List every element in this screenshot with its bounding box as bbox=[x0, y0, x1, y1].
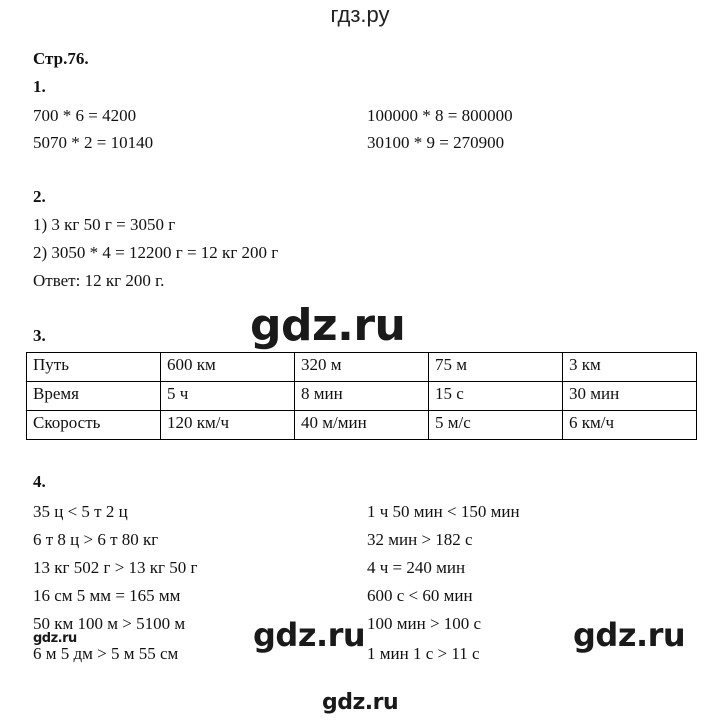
task-4-right-line: 600 с < 60 мин bbox=[367, 586, 473, 605]
table-cell: 8 мин bbox=[295, 382, 429, 411]
table-cell: Скорость bbox=[27, 411, 161, 440]
task-1-number: 1. bbox=[33, 77, 46, 96]
task-4-number: 4. bbox=[33, 472, 46, 491]
task-3-number: 3. bbox=[33, 326, 46, 345]
table-cell: 120 км/ч bbox=[161, 411, 295, 440]
task-4-right-line: 4 ч = 240 мин bbox=[367, 558, 466, 577]
task-4-left-line: 16 см 5 мм = 165 мм bbox=[33, 586, 181, 605]
task-1-left-line: 700 * 6 = 4200 bbox=[33, 106, 137, 125]
table-cell: 6 км/ч bbox=[563, 411, 697, 440]
watermark: gdz.ru bbox=[322, 690, 399, 715]
watermark: gdz.ru bbox=[33, 631, 77, 646]
table-row bbox=[27, 382, 697, 411]
task-2-line: 2) 3050 * 4 = 12200 г = 12 кг 200 г bbox=[33, 243, 279, 262]
table-cell: 600 км bbox=[161, 353, 295, 382]
task-2-answer: Ответ: 12 кг 200 г. bbox=[33, 271, 165, 290]
page-heading: Стр.76. bbox=[33, 49, 89, 68]
task-4-left-line: 6 т 8 ц > 6 т 80 кг bbox=[33, 530, 159, 549]
watermark: gdz.ru bbox=[573, 616, 686, 654]
task-4-right-line: 1 ч 50 мин < 150 мин bbox=[367, 502, 520, 521]
speed-table bbox=[26, 352, 697, 440]
table-cell: 40 м/мин bbox=[295, 411, 429, 440]
task-4-right-line: 1 мин 1 с > 11 с bbox=[367, 644, 480, 663]
site-title: гдз.ру bbox=[330, 2, 390, 27]
table-cell: Путь bbox=[27, 353, 161, 382]
task-4-left-line: 6 м 5 дм > 5 м 55 см bbox=[33, 644, 179, 663]
task-1-right-line: 100000 * 8 = 800000 bbox=[367, 106, 513, 125]
table-cell: 5 ч bbox=[161, 382, 295, 411]
table-cell: 3 км bbox=[563, 353, 697, 382]
table-cell: Время bbox=[27, 382, 161, 411]
task-1-left-line: 5070 * 2 = 10140 bbox=[33, 133, 154, 152]
table-cell: 5 м/с bbox=[429, 411, 563, 440]
table-cell: 30 мин bbox=[563, 382, 697, 411]
task-1-right-line: 30100 * 9 = 270900 bbox=[367, 133, 505, 152]
task-4-left-line: 50 км 100 м > 5100 м bbox=[33, 614, 186, 633]
task-4-left-line: 35 ц < 5 т 2 ц bbox=[33, 502, 128, 521]
watermark: gdz.ru bbox=[250, 300, 406, 351]
task-2-line: 1) 3 кг 50 г = 3050 г bbox=[33, 215, 176, 234]
table-cell: 15 с bbox=[429, 382, 563, 411]
table-cell: 320 м bbox=[295, 353, 429, 382]
table-row bbox=[27, 353, 697, 382]
task-2-number: 2. bbox=[33, 187, 46, 206]
watermark: gdz.ru bbox=[253, 616, 366, 654]
table-row bbox=[27, 411, 697, 440]
table-cell: 75 м bbox=[429, 353, 563, 382]
task-4-left-line: 13 кг 502 г > 13 кг 50 г bbox=[33, 558, 198, 577]
task-4-right-line: 32 мин > 182 с bbox=[367, 530, 473, 549]
task-4-right-line: 100 мин > 100 с bbox=[367, 614, 482, 633]
